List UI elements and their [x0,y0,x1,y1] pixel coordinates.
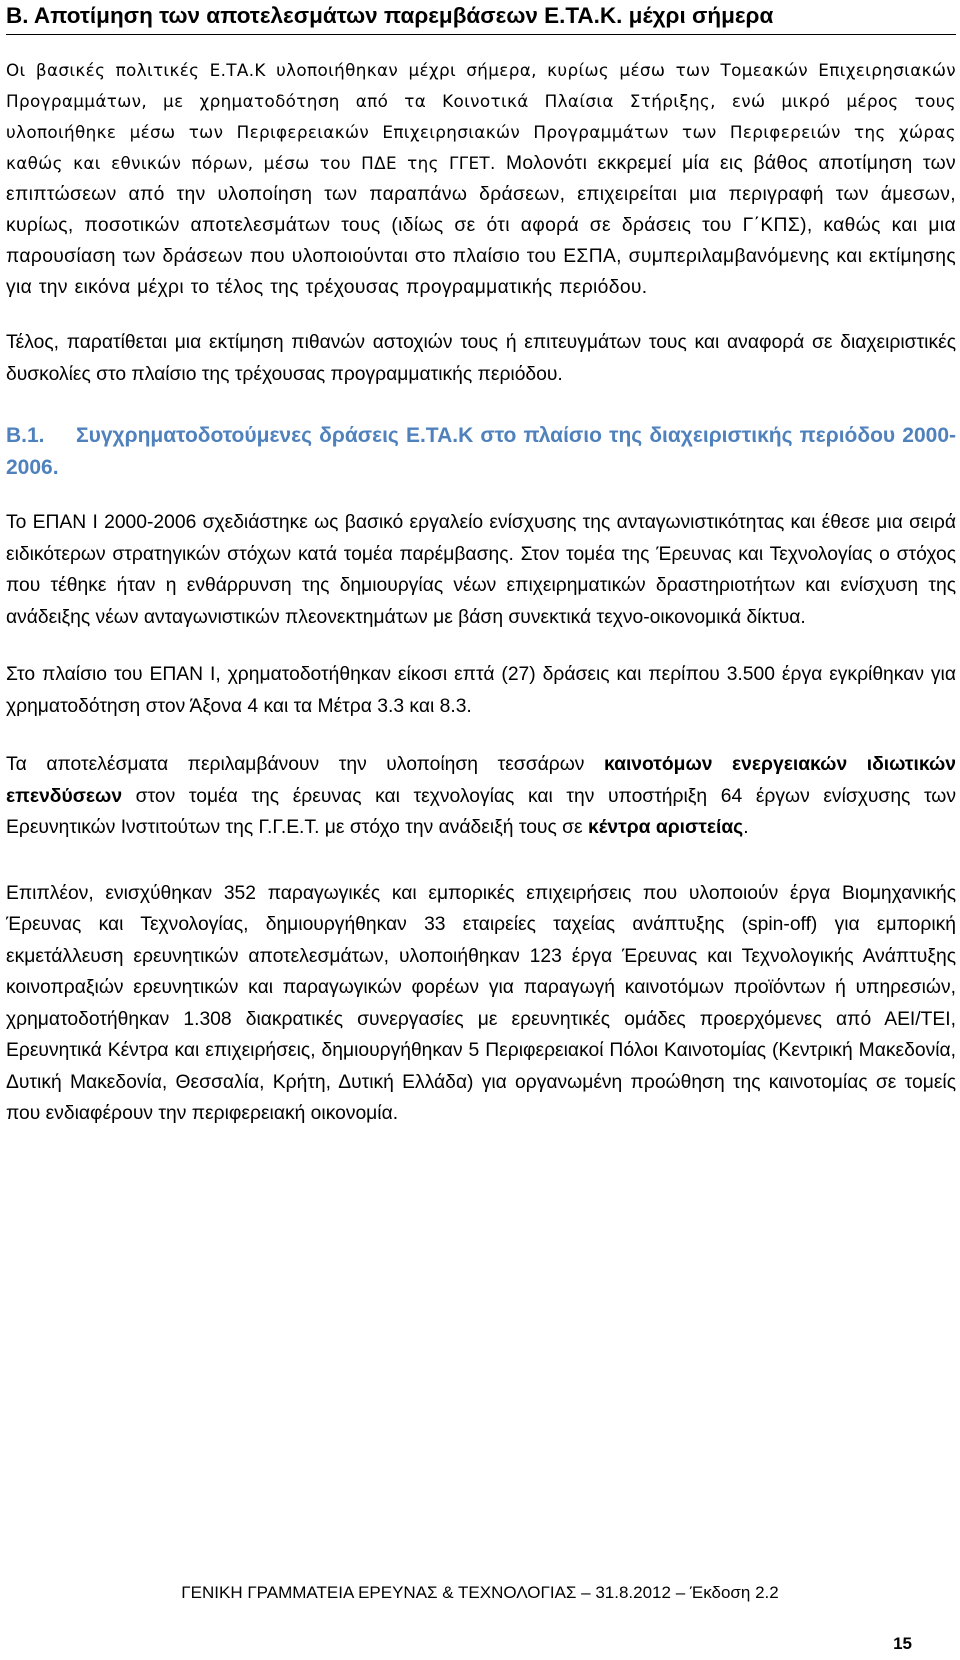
results-text-2: στον τομέα της έρευνας και τεχνολογίας και την υποστήριξη 64 έργων ενίσχυσης των Ερευνητικών Ινστιτούτων της Γ.Γ.Ε.Τ. με στόχο την ανάδειξή τους σε [6,785,956,838]
intro-text-part-2 [6,153,956,298]
results-text-1: Τα αποτελέσματα περιλαμβάνουν την υλοποίηση τεσσάρων [6,754,604,775]
subsection-title: Συγχρηματοδοτούμενες δράσεις Ε.ΤΑ.Κ στο πλαίσιο της διαχειριστικής περιόδου 2000- 2006. [6,424,956,479]
page-number: 15 [893,1634,912,1653]
subsection-heading [6,420,956,484]
additional-results-paragraph: Επιπλέον, ενισχύθηκαν 352 παραγωγικές και εμπορικές επιχειρήσεις που υλοποιούν έργα Βιομηχανικής Έρευνας και Τεχνολογίας, δημιουργήθηκαν 33 εταιρείες ταχείας ανάπτυξης (spin-off) για εμπορική εκμετάλλευση ερευνητικών αποτελεσμάτων, υλοποιήθηκαν 123 έργα Έρευνας και Τεχνολογικής Ανάπτυξης κοινοπραξιών ερευνητικών και παραγωγικών φορέων για παραγωγή καινοτόμων προϊόντων ή υπηρεσιών, χρηματοδοτήθηκαν 1.308 διακρατικές συνεργασίες με ερευνητικές ομάδες προερχόμενες από ΑΕΙ/ΤΕΙ, Ερευνητικά Κέντρα και επιχειρήσεις, δημιουργήθηκαν 5 Περιφερειακοί Πόλοι Καινοτομίας (Κεντρική Μακεδονία, Δυτική Μακεδονία, Θεσσαλία, Κρήτη, Δυτική Ελλάδα) για οργανωμένη προώθηση της καινοτομίας σε τομείς που ενδιαφέρουν την περιφερειακή οικονομία. [6,882,956,1124]
actions-paragraph: Στο πλαίσιο του ΕΠΑΝ Ι, χρηματοδοτήθηκαν είκοσι επτά (27) δράσεις και περίπου 3.500 έργα εγκρίθηκαν για χρηματοδότηση στον Άξονα 4 και τα Μέτρα 3.3 και 8.3. [6,664,956,717]
intro-text-part-2-content: Μολονότι εκκρεμεί μία εις βάθος αποτίμηση των επιπτώσεων από την υλοποίηση των παραπάνω δράσεων, επιχειρείται μια περιγραφή των άμεσων, κυρίως, ποσοτικών αποτελεσμάτων τους (ιδίως σε ότι αφορά σε δράσεις του Γ΄ΚΠΣ), καθώς και μια παρουσίαση των δράσεων που υλοποιούνται στο πλαίσιο του ΕΣΠΑ, συμπεριλαμβανόμενης και εκτίμησης για την εικόνα μέχρι το τέλος της τρέχουσας προγραμματικής περιόδου. [6,153,956,298]
document-page [6,0,956,1130]
results-text-3: . [743,817,749,838]
section-heading: Β. Αποτίμηση των αποτελεσμάτων παρεμβάσεων Ε.ΤΑ.Κ. μέχρι σήμερα [6,0,956,35]
closing-intro-paragraph: Τέλος, παρατίθεται μια εκτίμηση πιθανών αστοχιών τους ή επιτευγμάτων τους και αναφορά σε διαχειριστικές δυσκολίες στο πλαίσιο της τρέχουσας προγραμματικής περιόδου. [6,332,956,385]
intro-text-part-1: Οι βασικές πολιτικές Ε.ΤΑ.Κ υλοποιήθηκαν μέχρι σήμερα, κυρίως μέσω των Τομεακών Επιχειρησιακών Προγραμμάτων, με χρηματοδότηση από τα Κοινοτικά Πλαίσια Στήριξης, ενώ μικρό μέρος τους υλοποιήθηκε μέσω των Περιφερειακών Επιχειρησιακών Προγραμμάτων των Περιφερειών της χώρας καθώς και εθνικών πόρων, μέσω του ΠΔΕ της ΓΓΕΤ. [6,60,956,173]
results-bold-excellence: κέντρα αριστείας [587,817,744,838]
results-paragraph [6,749,956,844]
intro-paragraph [6,55,956,303]
subsection-number: Β.1. [6,424,45,447]
epan-paragraph: Το ΕΠΑΝ Ι 2000-2006 σχεδιάστηκε ως βασικό εργαλείο ενίσχυσης της ανταγωνιστικότητας και έθεσε μια σειρά ειδικότερων στρατηγικών στόχων κατά τομέα παρέμβασης. Στον τομέα της Έρευνας και Τεχνολογίας ο στόχος που τέθηκε ήταν η ενθάρρυνση της δημιουργίας νέων επιχειρηματικών δραστηριοτήτων και ενίσχυση της ανάδειξης νέων ανταγωνιστικών πλεονεκτημάτων με βάση συνεκτικά τεχνο-οικονομικά δίκτυα. [6,512,956,628]
page-footer: ΓΕΝΙΚΗ ΓΡΑΜΜΑΤΕΙΑ ΕΡΕΥΝΑΣ & ΤΕΧΝΟΛΟΓΙΑΣ – 31.8.2012 – Έκδοση 2.2 [181,1583,779,1602]
results-bold-investments: καινοτόμων ενεργειακών ιδιωτικών επενδύσεων [6,754,956,807]
